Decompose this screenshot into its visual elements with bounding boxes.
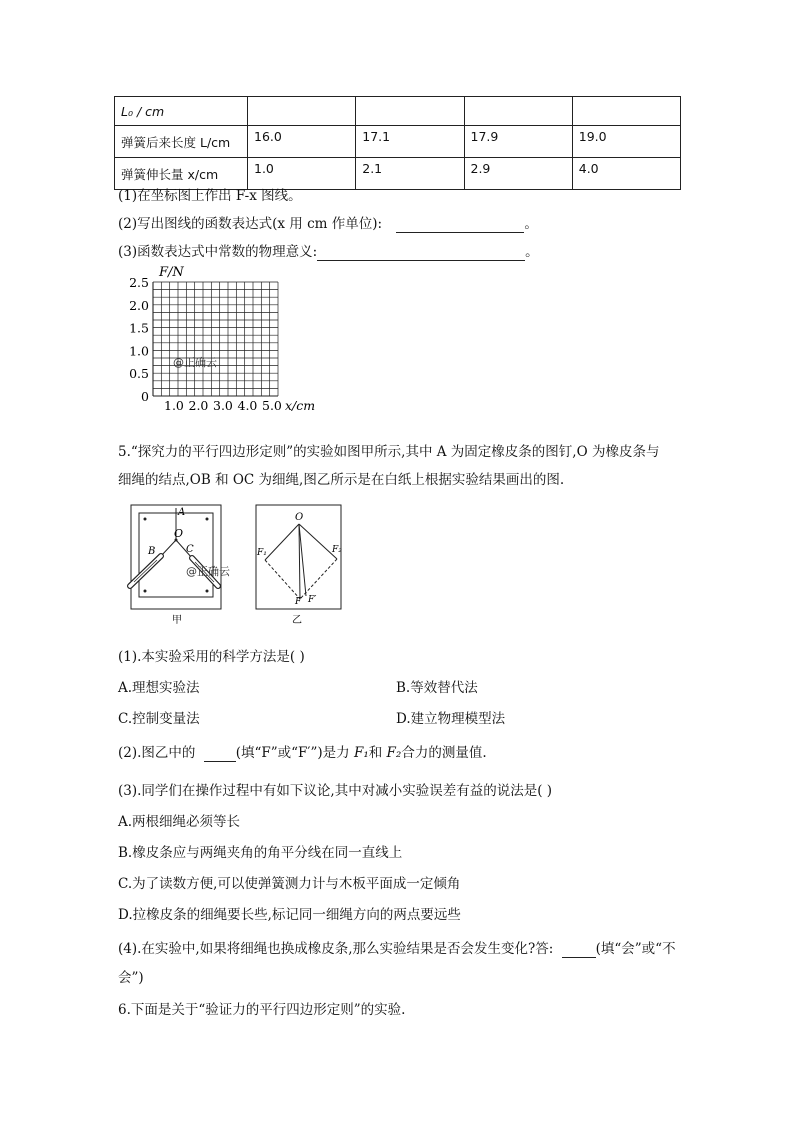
- q5-sub4-line1: [118, 937, 676, 958]
- table-row-label: 弹簧后来长度 L/cm: [115, 126, 248, 158]
- table-row-label: 弹簧伸长量 x/cm: [115, 158, 248, 190]
- y-tick-label: 0: [141, 389, 149, 404]
- x-axis-label: x/cm: [285, 398, 316, 413]
- answer-blank[interactable]: [396, 216, 524, 233]
- option-a[interactable]: A.两根细绳必须等长: [118, 814, 241, 830]
- table-cell: [464, 97, 572, 126]
- table-cell: 17.9: [464, 126, 572, 158]
- table-cell: 19.0: [572, 126, 680, 158]
- table-cell: 2.9: [464, 158, 572, 190]
- q6-text: 6.下面是关于“验证力的平行四边形定则”的实验.: [118, 1002, 406, 1018]
- option-c[interactable]: C.为了读数方便,可以使弹簧测力计与木板平面成一定倾角: [118, 876, 461, 892]
- q5-sub2-pre: (2).图乙中的: [118, 745, 196, 761]
- label-f-prime: F′: [308, 595, 317, 605]
- watermark-text: @正确云: [173, 356, 217, 369]
- pin-dot: [144, 518, 147, 521]
- q5-sub4-post: (填“会”或“不: [595, 941, 676, 957]
- x-tick-label: 3.0: [213, 398, 233, 413]
- f2-symbol: F₂: [386, 745, 402, 761]
- q5-sub4-line2: 会”): [118, 970, 144, 986]
- table-row-label: [115, 97, 248, 126]
- table-cell: 17.1: [356, 126, 464, 158]
- option-d[interactable]: D.建立物理模型法: [396, 711, 506, 727]
- x-tick-label: 4.0: [237, 398, 258, 413]
- spring-scale-left: [130, 556, 161, 586]
- l0-label: L₀ / cm: [121, 103, 165, 119]
- option-a[interactable]: A.理想实验法: [118, 680, 200, 696]
- table-cell: 4.0: [572, 158, 680, 190]
- q4-part3-end: 。: [525, 244, 539, 260]
- vector-f1: [265, 524, 299, 560]
- dashed-side: [300, 559, 337, 599]
- pin-dot: [144, 590, 147, 593]
- caption-yi: 乙: [292, 615, 302, 626]
- label-b: B: [148, 546, 156, 557]
- x-tick-label: 1.0: [164, 398, 184, 413]
- string-ob: [161, 540, 176, 556]
- q4-part3: [118, 240, 539, 261]
- label-f2: F₂: [332, 545, 342, 555]
- option-b[interactable]: B.等效替代法: [396, 680, 478, 696]
- label-o: O: [174, 527, 184, 540]
- answer-blank[interactable]: [562, 941, 596, 958]
- label-a: A: [178, 507, 186, 518]
- caption-jia: 甲: [172, 615, 182, 626]
- q4-part2-text: (2)写出图线的函数表达式(x 用 cm 作单位):: [118, 216, 383, 232]
- table-cell: 16.0: [248, 126, 356, 158]
- label-c: C: [186, 544, 194, 555]
- q5-sub2: [118, 741, 487, 762]
- y-tick-label: 1.5: [129, 320, 149, 336]
- answer-blank[interactable]: [204, 745, 236, 762]
- q5-intro-line2: 细绳的结点,OB 和 OC 为细绳,图乙所示是在白纸上根据实验结果画出的图.: [118, 472, 565, 488]
- table-cell: [248, 97, 356, 126]
- q5-sub4-pre: (4).在实验中,如果将细绳也换成橡皮条,那么实验结果是否会发生变化?答:: [118, 941, 554, 957]
- pin-dot: [206, 518, 209, 521]
- table-row: [115, 126, 681, 158]
- q4-part2-end: 。: [524, 216, 538, 232]
- table-cell: 2.1: [356, 158, 464, 190]
- x-tick-label: 2.0: [188, 398, 209, 413]
- q5-intro-line1: 5.“探究力的平行四边形定则”的实验如图甲所示,其中 A 为固定橡皮条的图钉,O 为橡皮条与: [118, 444, 660, 460]
- watermark-text: @正确云: [186, 565, 230, 578]
- y-axis-label: F/N: [159, 265, 184, 280]
- label-f1: F₁: [257, 548, 267, 558]
- figure-yi: [250, 502, 350, 627]
- q4-part1: (1)在坐标图上作出 F-x 图线。: [118, 188, 302, 204]
- table-cell: 1.0: [248, 158, 356, 190]
- pin-dot: [206, 590, 209, 593]
- data-table: [114, 96, 681, 190]
- option-b[interactable]: B.橡皮条应与两绳夹角的角平分线在同一直线上: [118, 845, 403, 861]
- label-f: F: [295, 597, 302, 607]
- q5-sub1-question: (1).本实验采用的科学方法是( ): [118, 649, 305, 665]
- table-cell: [356, 97, 464, 126]
- y-tick-label: 2.5: [129, 275, 149, 290]
- y-tick-label: 0.5: [129, 366, 149, 382]
- q5-sub2-and: 和: [368, 745, 383, 761]
- answer-blank[interactable]: [317, 244, 525, 261]
- q4-part2: [118, 212, 538, 233]
- q5-sub2-post: 合力的测量值.: [401, 745, 487, 761]
- q5-sub2-mid: (填“F”或“F′”)是力: [235, 745, 350, 761]
- label-o: O: [295, 512, 304, 523]
- f1-symbol: F₁: [353, 745, 369, 761]
- option-d[interactable]: D.拉橡皮条的细绳要长些,标记同一细绳方向的两点要远些: [118, 907, 461, 923]
- q5-sub3-question: (3).同学们在操作过程中有如下议论,其中对减小实验误差有益的说法是( ): [118, 783, 553, 799]
- q4-part3-text: (3)函数表达式中常数的物理意义:: [118, 244, 318, 260]
- option-c[interactable]: C.控制变量法: [118, 711, 200, 727]
- figure-jia: [122, 502, 230, 627]
- x-tick-label: 5.0: [262, 398, 282, 413]
- f-x-graph: [125, 262, 335, 417]
- graph-grid: [153, 282, 278, 396]
- table-cell: [572, 97, 680, 126]
- y-tick-label: 2.0: [129, 297, 149, 313]
- table-row: [115, 97, 681, 126]
- y-tick-label: 1.0: [129, 343, 149, 359]
- dashed-side: [265, 560, 300, 599]
